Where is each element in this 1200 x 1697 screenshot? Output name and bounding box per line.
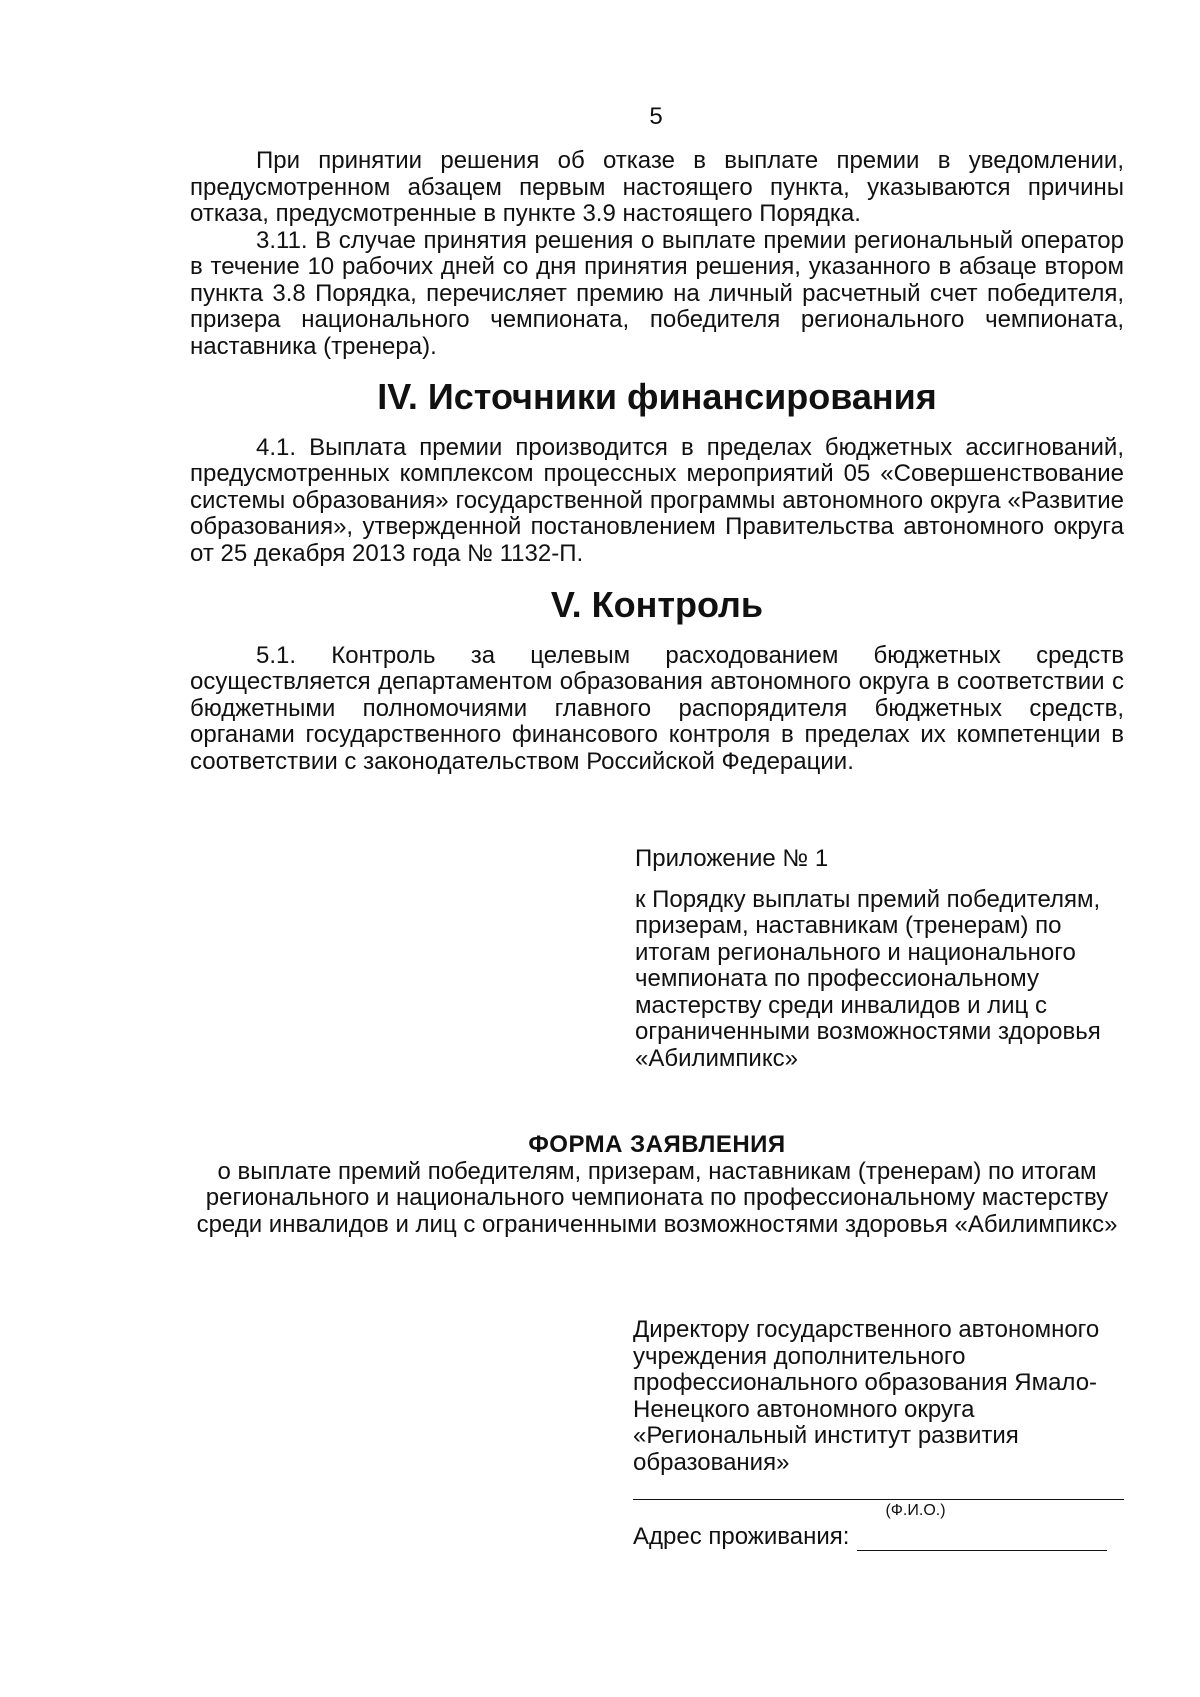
- main-text: [190, 148, 1124, 775]
- address-label: Адрес проживания:: [633, 1523, 850, 1550]
- appendix-block: [635, 846, 1135, 1072]
- paragraph-3-11: 3.11. В случае принятия решения о выплате премии региональный оператор в течение 10 рабочих дней со дня принятия решения, указанного в абзаце втором пункта 3.8 Порядка, перечисляет премию на личный расчетный счет победителя, призера национального чемпионата, победителя регионального чемпионата, наставника (тренера).: [190, 226, 1124, 360]
- section-iv-heading: IV. Источники финансирования: [377, 376, 937, 417]
- appendix-text: к Порядку выплаты премий победителям, призерам, наставникам (тренерам) по итогам регионального и национального чемпионата по профессиональному мастерству среди инвалидов и лиц с ограниченными возможностями здоровья «Абилимпикс»: [635, 885, 1101, 1072]
- page-number: 5: [649, 103, 663, 130]
- paragraph-5-1: 5.1. Контроль за целевым расходованием бюджетных средств осуществляется департаментом образования автономного округа в соответствии с бюджетными полномочиями главного распорядителя бюджетных средств, органами государственного финансового контроля в пределах их компетенции в соответствии с законодательством Российской Федерации.: [190, 641, 1124, 775]
- form-heading-block: [190, 1132, 1124, 1238]
- address-row: [633, 1524, 1128, 1551]
- fio-caption: (Ф.И.О.): [885, 1502, 946, 1519]
- paragraph-4-1: 4.1. Выплата премии производится в пределах бюджетных ассигнований, предусмотренных комплексом процессных мероприятий 05 «Совершенствование системы образования» государственной программы автономного округа «Развитие образования», утвержденной постановлением Правительства автономного округа от 25 декабря 2013 года № 1132-П.: [190, 433, 1124, 567]
- addressee-block: [633, 1317, 1128, 1551]
- address-blank-line: [857, 1528, 1107, 1551]
- fio-line: [633, 1499, 1124, 1500]
- section-v-heading: V. Контроль: [550, 584, 764, 625]
- appendix-title: Приложение № 1: [635, 845, 829, 872]
- form-title: ФОРМА ЗАЯВЛЕНИЯ: [528, 1131, 786, 1158]
- addressee-text: Директору государственного автономного учреждения дополнительного профессионального образования Ямало-Ненецкого автономного округа «Региональный институт развития образования»: [633, 1316, 1100, 1476]
- form-subtitle: о выплате премий победителям, призерам, наставникам (тренерам) по итогам регионального и национального чемпионата по профессиональному мастерству среди инвалидов и лиц с ограниченными возможностями здоровья «Абилимпикс»: [196, 1157, 1118, 1238]
- paragraph-refusal-notice: При принятии решения об отказе в выплате премии в уведомлении, предусмотренном абзацем первым настоящего пункта, указываются причины отказа, предусмотренные в пункте 3.9 настоящего Порядка.: [190, 147, 1124, 227]
